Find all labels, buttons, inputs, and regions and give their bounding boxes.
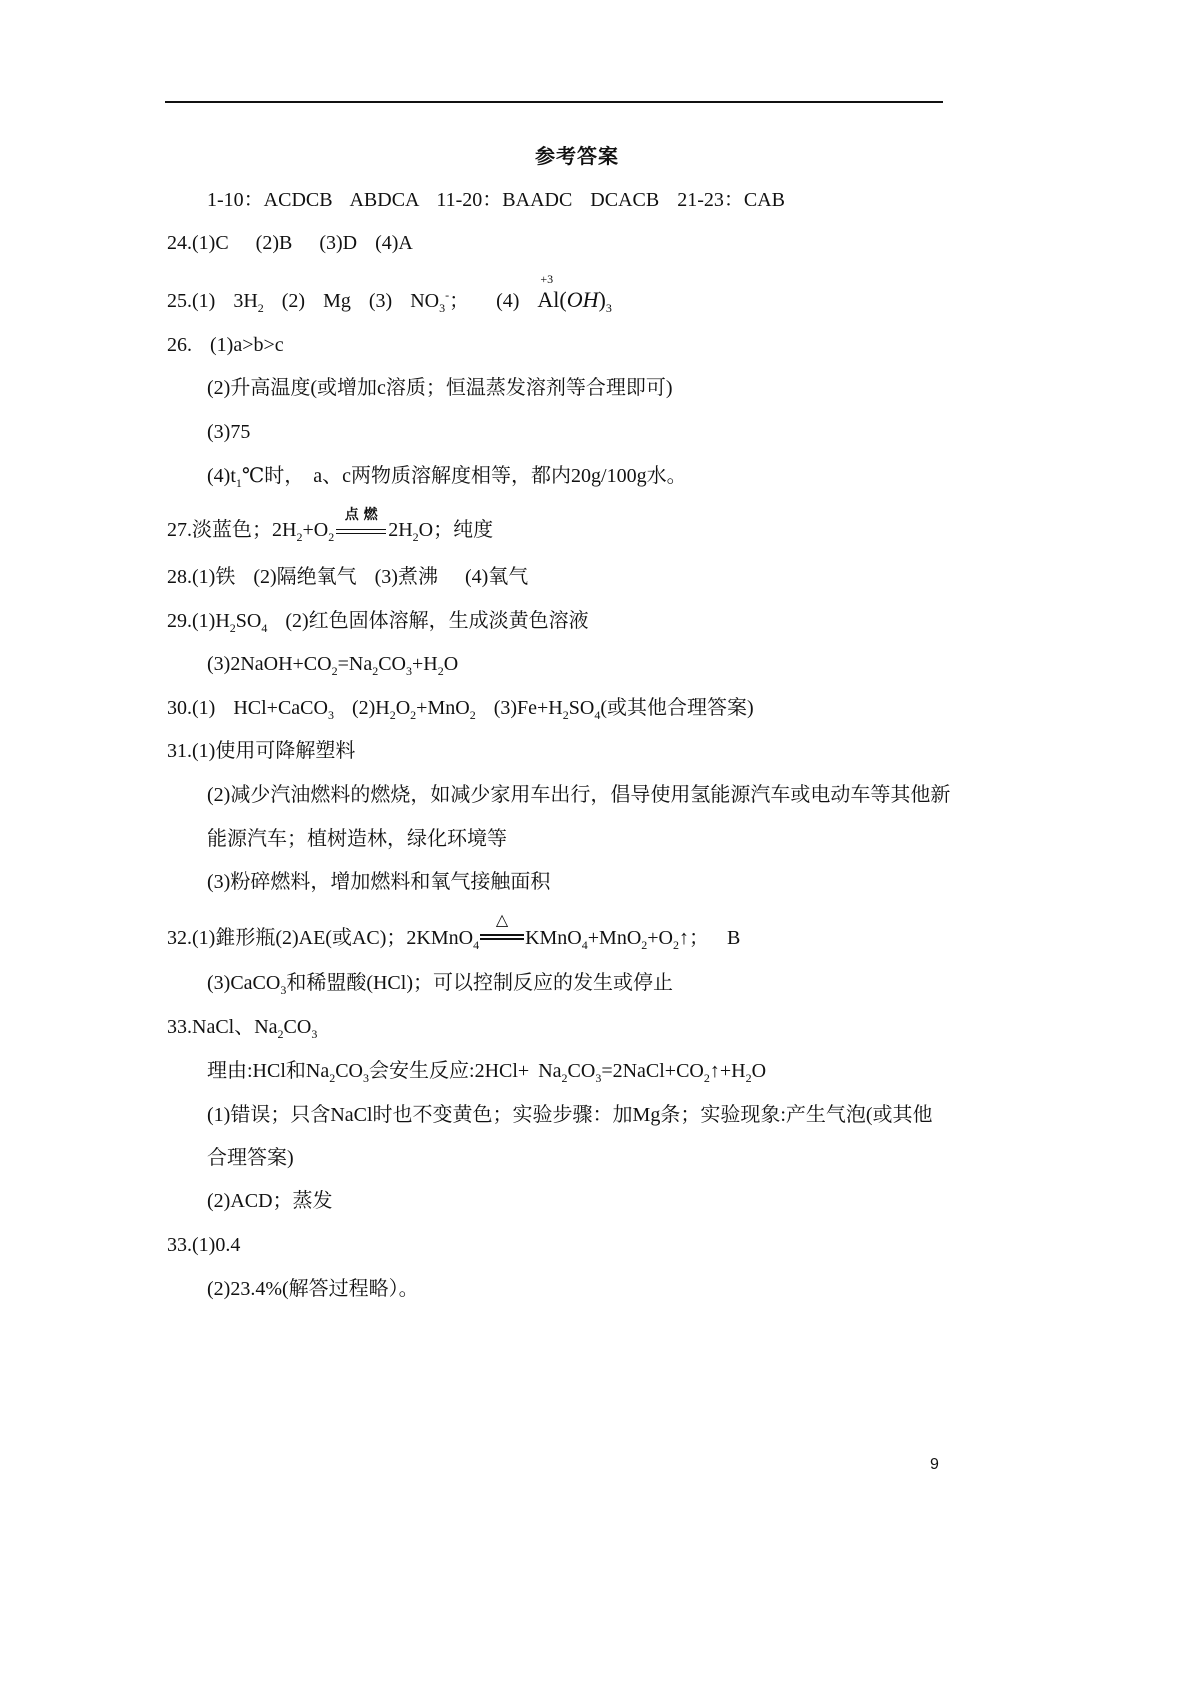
answer-line-31-2-cont: 能源汽车；植树造林，绿化环境等 [207,828,507,850]
close-paren: ) [598,287,606,312]
answer-text: 33.NaCl、Na [167,1016,278,1038]
answer-line-33b-2: (2)23.4%(解答过程略）。 [207,1278,419,1300]
subscript: 2 [673,938,679,952]
answer-text: SO [568,697,595,719]
answer-text: O [395,697,411,719]
answer-text: CO [335,1060,364,1082]
answer-text: (2)H [333,697,390,719]
answer-text: 25.(1) 3H [167,290,258,312]
answer-text: 27.淡蓝色；2H [167,519,297,541]
open-paren: ( [559,287,567,312]
subscript: 2 [389,708,396,722]
subscript: 2 [562,708,569,722]
equals-sign [336,529,386,534]
equals-sign [480,934,524,940]
subscript: 2 [561,1071,568,1085]
answer-line-33-1-cont: 合理答案) [207,1147,294,1169]
answer-text: CO [378,653,406,675]
subscript: 2 [469,708,476,722]
element-symbol: Al [537,287,560,312]
answer-line-27 [167,507,494,546]
answer-text: (3)2NaOH+CO [207,653,332,675]
subscript: 2 [229,621,236,635]
subscript: 2 [745,1071,752,1085]
answer-text: CO [567,1060,596,1082]
subscript: 3 [311,1027,318,1041]
answer-text: (2)红色固体溶解，生成淡黄色溶液 [267,610,589,632]
reaction-condition [480,910,524,952]
answer-line-26-2: (2)升高温度(或增加c溶质；恒温蒸发溶剂等合理即可) [207,377,673,399]
subscript: 2 [331,664,338,678]
answer-line-31-1: 31.(1)使用可降解塑料 [167,740,356,762]
answer-text: 2H [388,519,413,541]
answer-text: O [751,1060,767,1082]
answer-line-31-3: (3)粉碎燃料，增加燃料和氧气接触面积 [207,871,551,893]
answer-text: =2NaCl+CO [601,1060,704,1082]
answer-line-26-4 [207,462,687,492]
answer-line-31-2: (2)减少汽油燃料的燃烧，如减少家用车出行，倡导使用氢能源汽车或电动车等其他新 [207,784,951,806]
subscript: 3 [595,1071,602,1085]
answer-line-33b-1: 33.(1)0.4 [167,1234,241,1256]
subscript: 4 [261,621,268,635]
answer-text: SO [235,610,262,632]
valence-label: +3 [540,272,554,286]
subscript: 1 [235,476,242,490]
subscript: 3 [363,1071,370,1085]
answer-text: 会安生反应:2HCl+ Na [369,1060,562,1082]
subscript: 3 [280,983,287,997]
subscript: 4 [473,938,480,952]
answer-text: 32.(1)錐形瓶(2)AE(或AC)；2KMnO [167,927,474,949]
answer-line-26-1: 26. (1)a>b>c [167,334,284,356]
subscript: 3 [327,708,334,722]
answer-text: (3)Fe+H [475,697,563,719]
answer-text: +MnO [587,927,642,949]
answer-line-1-23: 1-10：ACDCB ABDCA 11-20：BAADC DCACB 21-23：CAB [207,189,785,211]
answer-text: ℃时， a、c两物质溶解度相等，都内20g/100g水。 [241,465,687,487]
answer-line-33 [167,1013,317,1043]
answer-text: +O [647,927,673,949]
element-with-valence [537,272,560,314]
subscript: 2 [437,664,444,678]
answer-text: +MnO [416,697,470,719]
answer-text: KMnO [525,927,582,949]
answer-text: O [443,653,459,675]
answer-line-32-3 [207,969,673,999]
answer-text: 29.(1)H [167,610,230,632]
answer-text: ↑+H [709,1060,746,1082]
answer-line-33-reason [207,1057,766,1087]
answer-text: =Na [337,653,373,675]
answer-text: (4)t [207,465,236,487]
subscript: 2 [296,530,303,544]
answer-text: O；纯度 [418,519,494,541]
answer-text: (3)CaCO [207,972,281,994]
answer-line-33-1: (1)错误；只含NaCl时也不变黄色；实验步骤：加Mg条；实验现象:产生气泡(或其他 [207,1104,933,1126]
heating-triangle-icon: △ [495,910,509,929]
answer-text: 理由:HCl和Na [207,1060,330,1082]
subscript: 2 [410,708,417,722]
subscript: 2 [412,530,419,544]
subscript: 3 [439,301,446,315]
answer-line-26-3: (3)75 [207,421,251,443]
answer-line-33-2: (2)ACD；蒸发 [207,1190,333,1212]
subscript: 2 [257,301,264,315]
answer-line-28: 28.(1)铁 (2)隔绝氧气 (3)煮沸 (4)氧气 [167,566,529,588]
subscript: 3 [406,664,412,678]
answer-line-32 [167,910,741,954]
answer-line-25 [167,272,612,317]
answer-text: CO [283,1016,312,1038]
answer-text: ↑； B [679,927,741,949]
subscript: 2 [329,1071,336,1085]
subscript: 4 [581,938,588,952]
answer-text: (2) Mg (3) NO [263,290,440,312]
answer-line-29-1 [167,607,589,637]
answer-line-30 [167,694,754,724]
subscript: 2 [641,938,648,952]
subscript: 3 [605,301,612,315]
page-title: 参考答案 [535,146,619,168]
subscript: 2 [372,664,379,678]
answer-text: (或其他合理答案) [600,697,754,719]
answer-text: +O [302,519,329,541]
reaction-condition-label: 点燃 [344,507,383,523]
ion-charge-superscript: - [445,288,450,302]
page-number: 9 [930,1456,939,1473]
answer-text: ； (4) [449,290,538,312]
hydroxide-group: OH [566,287,599,312]
subscript: 2 [703,1071,710,1085]
header-rule [165,101,943,103]
answer-text: 和稀盟酸(HCl)；可以控制反应的发生或停止 [286,972,673,994]
subscript: 2 [328,530,335,544]
subscript: 4 [594,708,601,722]
answer-text: +H [412,653,438,675]
answer-line-24: 24.(1)C (2)B (3)D (4)A [167,232,413,254]
answer-line-29-3 [207,650,458,680]
reaction-condition [336,507,386,544]
subscript: 2 [277,1027,284,1041]
answer-text: 30.(1) HCl+CaCO [167,697,328,719]
